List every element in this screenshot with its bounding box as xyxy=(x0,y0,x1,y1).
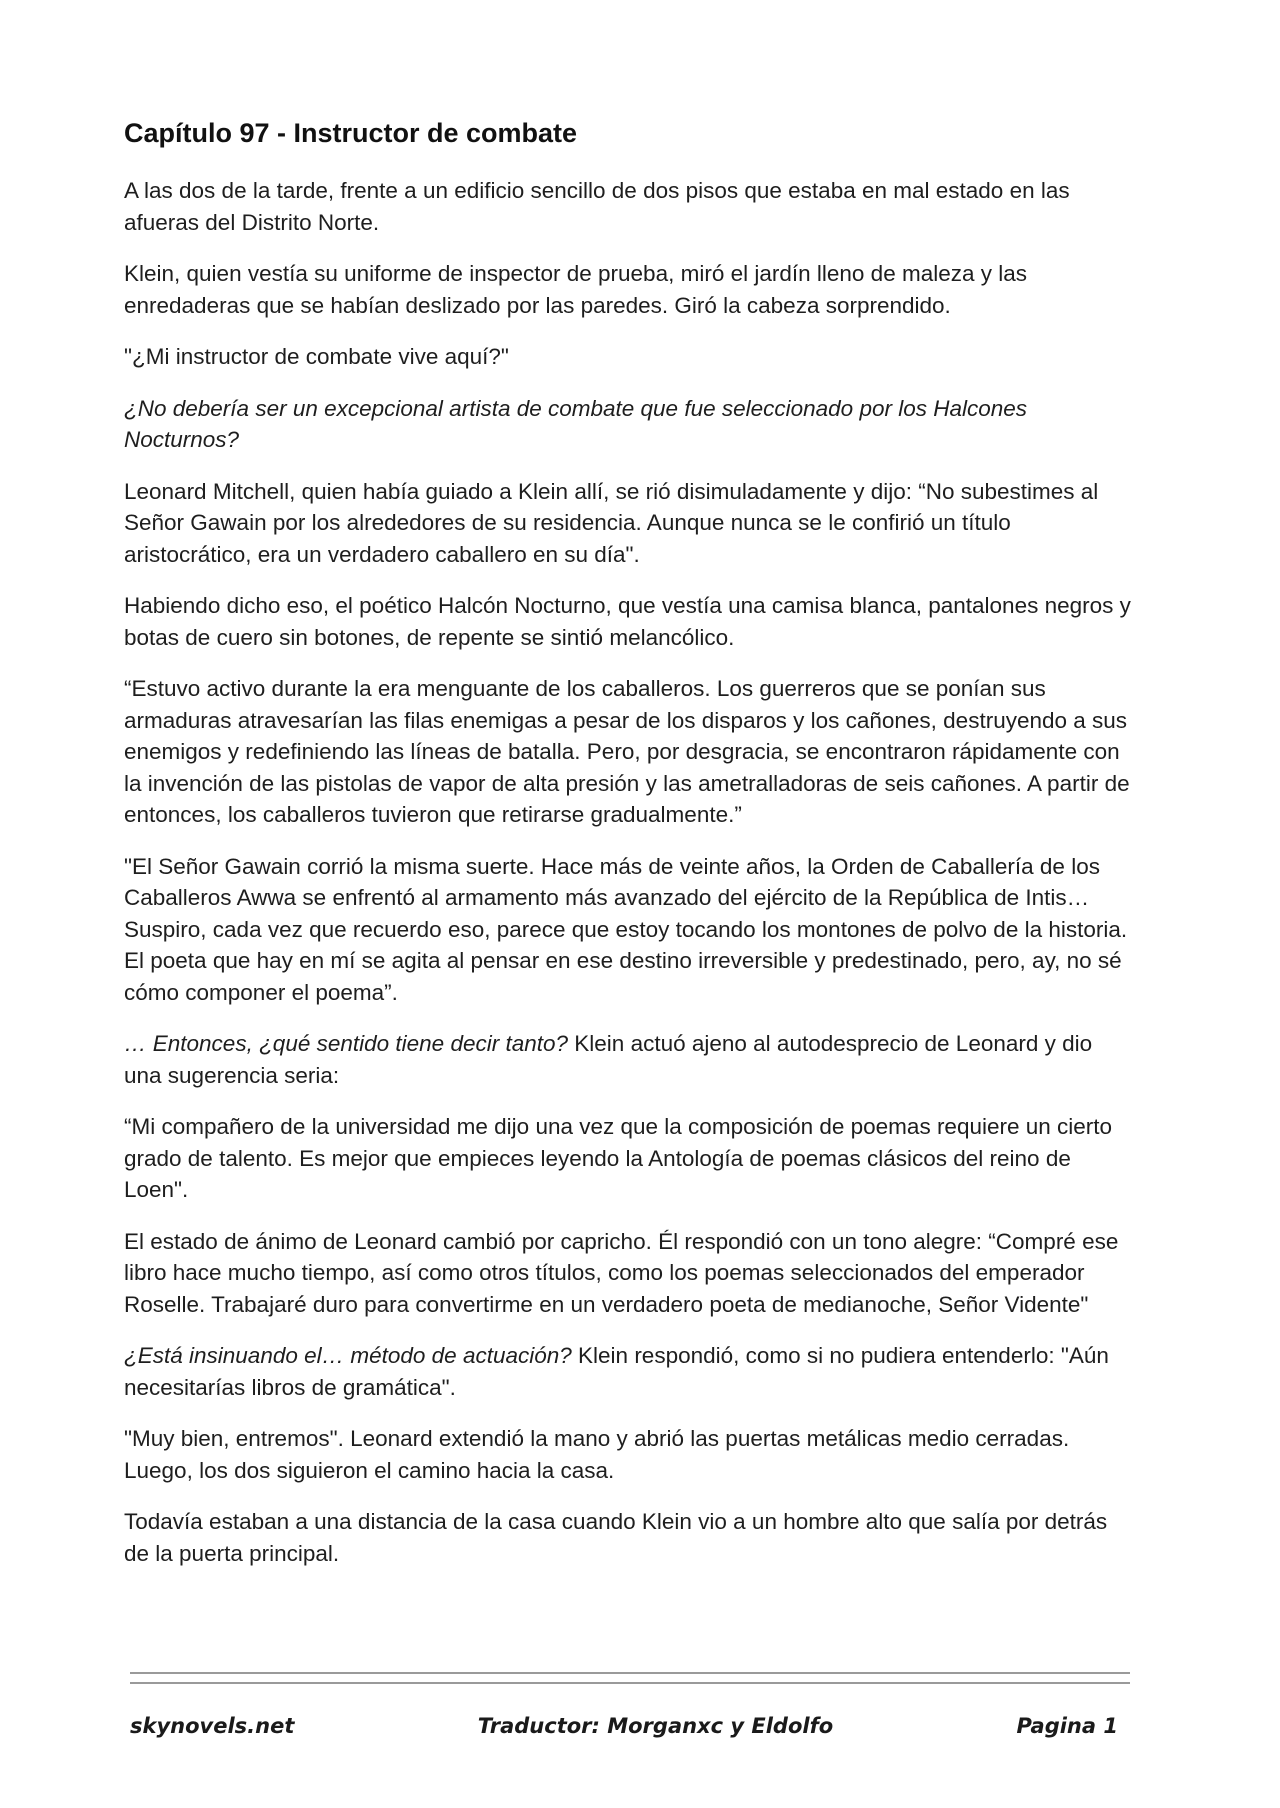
paragraph-italic-text: ¿No debería ser un excepcional artista de combate que fue seleccionado por los Halcones Nocturnos? xyxy=(124,395,1028,452)
paragraph xyxy=(124,175,1134,238)
paragraph xyxy=(124,1028,1134,1091)
paragraph xyxy=(124,590,1134,653)
paragraph-text: Klein respondió, como si no pudiera entenderlo: "Aún necesitarías libros de gramática". xyxy=(124,1343,1109,1400)
chapter-title: Capítulo 97 - Instructor de combate xyxy=(124,118,578,148)
paragraph-text: El estado de ánimo de Leonard cambió por capricho. Él respondió con un tono alegre: “Compré ese libro hace mucho tiempo, así como otros títulos, como los poemas seleccionados del emperador Roselle. Trabajaré duro para convertirme en un verdadero poeta de medianoche, Señor Vidente" xyxy=(124,1228,1119,1317)
paragraph xyxy=(124,1226,1134,1321)
footer-page-number: Pagina 1 xyxy=(1016,1714,1118,1738)
page-footer xyxy=(130,1714,1118,1738)
paragraph-text: "¿Mi instructor de combate vive aquí?" xyxy=(124,344,509,369)
paragraph-text: "El Señor Gawain corrió la misma suerte. Hace más de veinte años, la Orden de Caballería de los Caballeros Awwa se enfrentó al armamento más avanzado del ejército de la República de Intis… Suspiro, cada vez que recuerdo eso, parece que estoy tocando los montones de polvo de la historia. El poeta que hay en mí se agita al pensar en ese destino irreversible y predestinado, pero, ay, no sé cómo componer el poema”. xyxy=(124,853,1128,1005)
paragraph-text: “Mi compañero de la universidad me dijo una vez que la composición de poemas requiere un cierto grado de talento. Es mejor que empieces leyendo la Antología de poemas clásicos del reino de Loen". xyxy=(124,1114,1113,1202)
document-page xyxy=(124,118,1134,1589)
paragraph-text: “Estuvo activo durante la era menguante de los caballeros. Los guerreros que se ponían sus armaduras atravesarían las filas enemigas a pesar de los disparos y los cañones, destruyendo a sus enemigos y redefiniendo las líneas de batalla. Pero, por desgracia, se encontraron rápidamente con la invención de las pistolas de vapor de alta presión y las ametralladoras de seis cañones. A partir de entonces, los caballeros tuvieron que retirarse gradualmente.” xyxy=(124,676,1130,827)
footer-divider-line xyxy=(130,1682,1130,1684)
paragraph-text: "Muy bien, entremos". Leonard extendió la mano y abrió las puertas metálicas medio cerradas. Luego, los dos siguieron el camino hacia la casa. xyxy=(124,1426,1070,1483)
paragraph xyxy=(124,258,1134,321)
paragraph xyxy=(124,1506,1134,1569)
paragraph-italic-text: ¿Está insinuando el… método de actuación? xyxy=(124,1343,572,1368)
paragraph xyxy=(124,1340,1134,1403)
paragraph-text: Todavía estaban a una distancia de la casa cuando Klein vio a un hombre alto que salía por detrás de la puerta principal. xyxy=(124,1509,1108,1566)
paragraph xyxy=(124,851,1134,1009)
document-body xyxy=(124,175,1134,1569)
paragraph-italic-text: … Entonces, ¿qué sentido tiene decir tanto? xyxy=(124,1031,569,1056)
paragraph-text: Klein actuó ajeno al autodesprecio de Leonard y dio una sugerencia seria: xyxy=(124,1031,1093,1088)
paragraph xyxy=(124,393,1134,456)
paragraph-text: Leonard Mitchell, quien había guiado a Klein allí, se rió disimuladamente y dijo: “No subestimes al Señor Gawain por los alrededores de su residencia. Aunque nunca se le confirió un título aristocrático, era un verdadero caballero en su día". xyxy=(124,478,1099,567)
footer-site: skynovels.net xyxy=(130,1714,295,1738)
paragraph xyxy=(124,1111,1134,1206)
paragraph xyxy=(124,673,1134,831)
paragraph xyxy=(124,1423,1134,1486)
footer-translator: Traductor: Morganxc y Eldolfo xyxy=(477,1714,834,1738)
paragraph xyxy=(124,476,1134,571)
paragraph-text: Habiendo dicho eso, el poético Halcón Nocturno, que vestía una camisa blanca, pantalones negros y botas de cuero sin botones, de repente se sintió melancólico. xyxy=(124,593,1131,650)
paragraph xyxy=(124,341,1134,373)
footer-divider xyxy=(130,1672,1130,1692)
paragraph-text: Klein, quien vestía su uniforme de inspector de prueba, miró el jardín lleno de maleza y las enredaderas que se habían deslizado por las paredes. Giró la cabeza sorprendido. xyxy=(124,261,1027,318)
footer-divider-line xyxy=(130,1672,1130,1674)
paragraph-text: A las dos de la tarde, frente a un edificio sencillo de dos pisos que estaba en mal estado en las afueras del Distrito Norte. xyxy=(124,178,1070,235)
